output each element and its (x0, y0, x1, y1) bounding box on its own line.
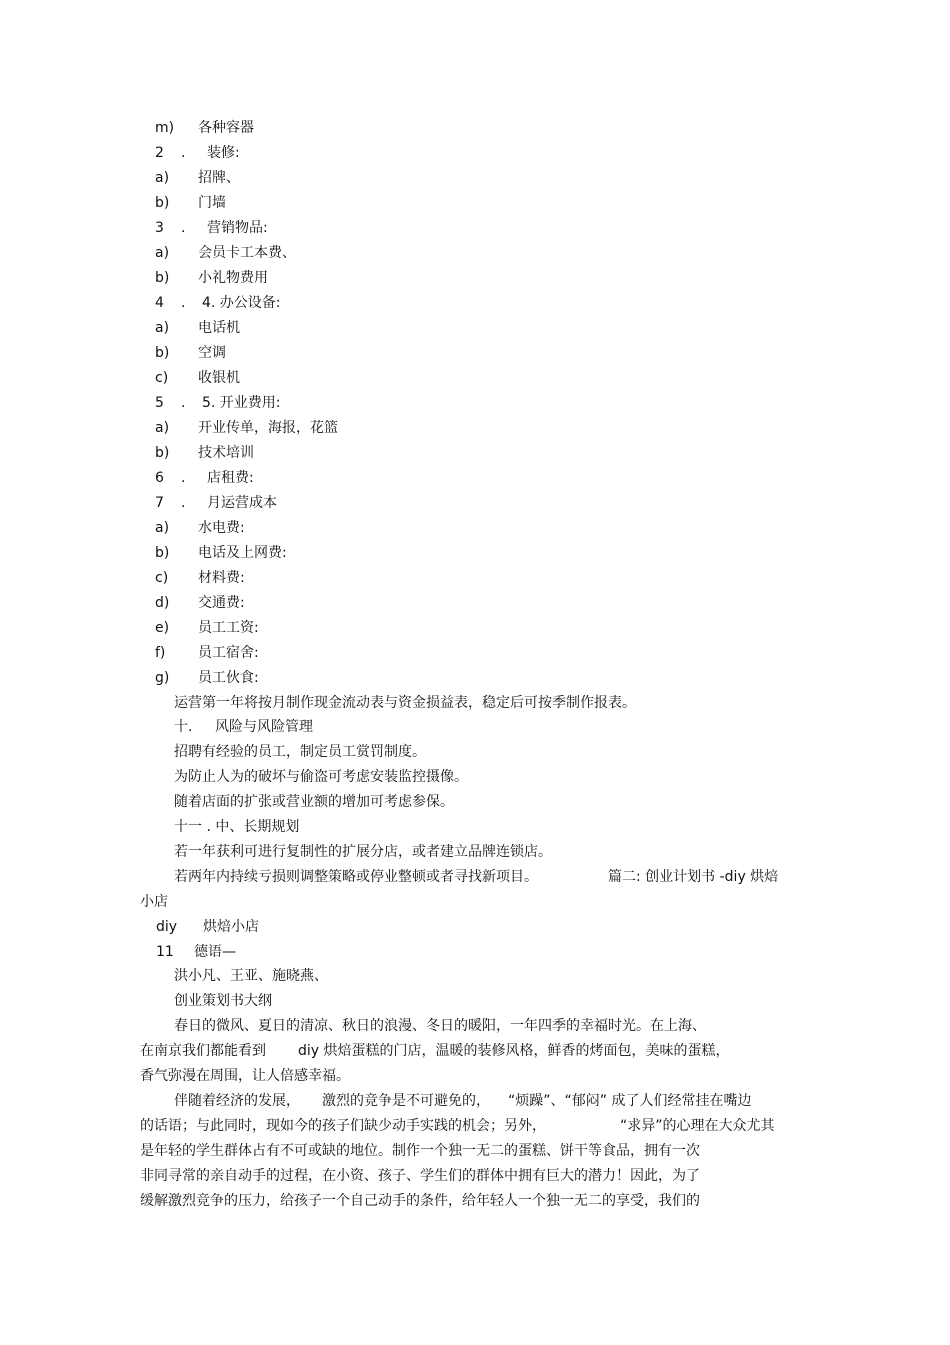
list-marker: e) (155, 620, 170, 636)
paragraph-text: 若两年内持续亏损则调整策略或停业整顿或者寻找新项目。 (174, 869, 538, 885)
paragraph: 招聘有经验的员工，制定员工赏罚制度。 (174, 744, 426, 760)
class-name: 德语— (194, 944, 236, 960)
list-dot: . (181, 220, 186, 236)
list-marker: b) (155, 270, 170, 286)
paragraph-line: 春日的微风、夏日的清凉、秋日的浪漫、冬日的暖阳，一年四季的幸福时光。在上海、 (174, 1018, 706, 1034)
list-dot: . (181, 395, 186, 411)
paragraph-line: 非同寻常的亲自动手的过程，在小资、孩子、学生们的群体中拥有巨大的潜力！因此，为了 (140, 1168, 700, 1184)
paragraph: 随着店面的扩张或营业额的增加可考虑参保。 (174, 794, 454, 810)
list-text: 员工工资: (198, 620, 259, 636)
outline-title: 创业策划书大纲 (174, 993, 272, 1009)
list-dot: . (181, 295, 186, 311)
list-marker: c) (155, 570, 169, 586)
list-text: 材料费: (198, 570, 245, 586)
list-text: 小礼物费用 (198, 270, 268, 286)
list-text: 交通费: (198, 595, 245, 611)
heading-text: 风险与风险管理 (215, 719, 313, 735)
paragraph-text: diy 烘焙蛋糕的门店，温暖的装修风格，鲜香的烤面包，美味的蛋糕， (298, 1043, 730, 1059)
list-text: 收银机 (198, 370, 240, 386)
paragraph-text: “求异”的心理在大众尤其 (620, 1118, 775, 1134)
subtitle-prefix: diy (156, 919, 178, 935)
paragraph: 若一年获利可进行复制性的扩展分店，或者建立品牌连锁店。 (174, 844, 552, 860)
paragraph-text: 的话语；与此同时，现如今的孩子们缺少动手实践的机会；另外， (140, 1118, 546, 1134)
list-dot: . (181, 470, 186, 486)
list-text: 各种容器 (198, 120, 254, 136)
paragraph-text: “烦躁”、“郁闷” 成了人们经常挂在嘴边 (508, 1093, 752, 1109)
list-text: 员工宿舍: (198, 645, 259, 661)
list-marker: a) (155, 420, 170, 436)
list-text: 4. 办公设备: (202, 295, 281, 311)
list-text: 招牌、 (198, 170, 240, 186)
heading-number: 十. (174, 719, 193, 735)
list-text: 开业传单，海报，花篮 (198, 420, 338, 436)
list-text: 月运营成本 (207, 495, 277, 511)
list-marker: a) (155, 520, 170, 536)
list-text: 员工伙食: (198, 670, 259, 686)
list-marker: f) (155, 645, 166, 661)
list-text: 技术培训 (198, 445, 254, 461)
list-text: 水电费: (198, 520, 245, 536)
list-marker: b) (155, 445, 170, 461)
paragraph-line: 是年轻的学生群体占有不可或缺的地位。制作一个独一无二的蛋糕、饼干等食品，拥有一次 (140, 1143, 700, 1159)
list-marker: b) (155, 195, 170, 211)
paragraph: 运营第一年将按月制作现金流动表与资金损益表，稳定后可按季制作报表。 (174, 695, 636, 711)
list-marker: b) (155, 345, 170, 361)
subtitle-text: 烘焙小店 (203, 919, 259, 935)
list-marker: c) (155, 370, 169, 386)
paragraph-text: 在南京我们都能看到 (140, 1043, 266, 1059)
list-marker: 6 (155, 470, 164, 486)
authors-line: 洪小凡、王亚、施晓燕、 (174, 968, 328, 984)
paragraph-line: 缓解激烈竞争的压力，给孩子一个自己动手的条件，给年轻人一个独一无二的享受，我们的 (140, 1193, 700, 1209)
paragraph: 为防止人为的破坏与偷盗可考虑安装监控摄像。 (174, 769, 468, 785)
list-text: 会员卡工本费、 (198, 245, 296, 261)
list-marker: a) (155, 170, 170, 186)
list-marker: 7 (155, 495, 164, 511)
list-marker: a) (155, 320, 170, 336)
list-text: 装修: (207, 145, 240, 161)
list-dot: . (181, 145, 186, 161)
list-text: 营销物品: (207, 220, 268, 236)
list-marker: 3 (155, 220, 164, 236)
paragraph-line: 香气弥漫在周围，让人倍感幸福。 (140, 1068, 350, 1084)
list-text: 门墙 (198, 195, 226, 211)
list-text: 空调 (198, 345, 226, 361)
list-marker: a) (155, 245, 170, 261)
list-text: 电话及上网费: (198, 545, 287, 561)
list-marker: 5 (155, 395, 164, 411)
list-marker: g) (155, 670, 170, 686)
paragraph-text: 激烈的竞争是不可避免的， (322, 1093, 490, 1109)
paragraph-line: 小店 (140, 894, 168, 910)
list-marker: m) (155, 120, 175, 136)
list-text: 电话机 (198, 320, 240, 336)
part-two-title: 篇二: 创业计划书 -diy 烘焙 (608, 869, 779, 885)
list-marker: 4 (155, 295, 164, 311)
paragraph-text: 伴随着经济的发展， (174, 1093, 300, 1109)
list-marker: d) (155, 595, 170, 611)
list-marker: 2 (155, 145, 164, 161)
list-marker: b) (155, 545, 170, 561)
section-heading: 十一 . 中、长期规划 (174, 819, 300, 835)
list-text: 5. 开业费用: (202, 395, 281, 411)
list-text: 店租费: (207, 470, 254, 486)
list-dot: . (181, 495, 186, 511)
class-number: 11 (156, 944, 174, 960)
